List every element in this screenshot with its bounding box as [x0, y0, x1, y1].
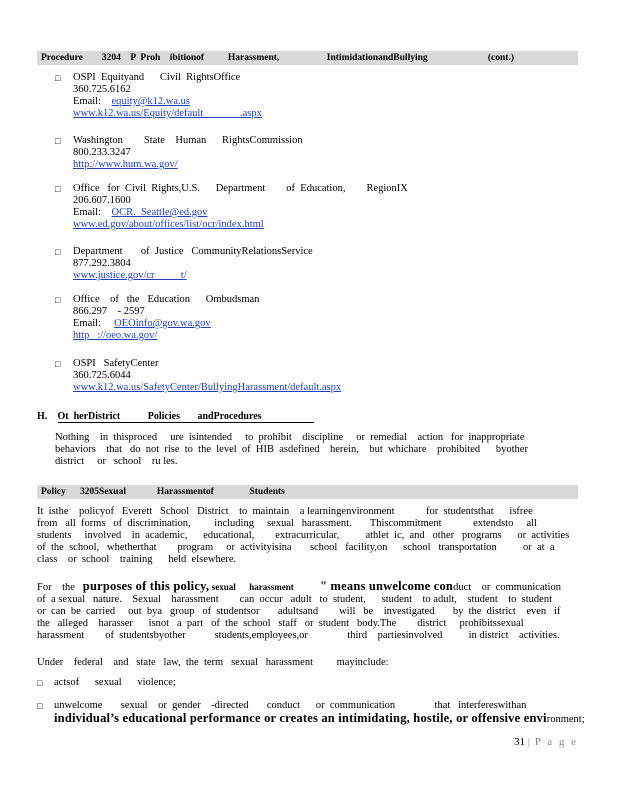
policy-paragraph-1: [37, 506, 577, 566]
contact-line: 360.725.6162: [73, 84, 131, 95]
policy-header-bar: [37, 485, 578, 499]
contact-line: 206.607.1600: [73, 195, 131, 206]
page-footer: [514, 736, 578, 748]
contact-line: OSPI Equityand Civil RightsOffice: [73, 72, 241, 83]
bullet-glyph-icon: □: [55, 73, 61, 83]
para2-seg-big2: " means unwelcome con: [320, 579, 454, 593]
bullet-glyph-icon: □: [55, 295, 61, 305]
contact-lines: [73, 183, 553, 231]
email-link[interactable]: OCR. Seattle@ed.gov: [111, 207, 208, 218]
email-link[interactable]: equity@k12.wa.us: [111, 96, 190, 107]
contact-line: OSPI SafetyCenter: [73, 358, 159, 369]
under-law-line: [37, 657, 577, 669]
harassment-bullet-continuation: [54, 712, 585, 726]
bullet-glyph-icon: □: [55, 359, 61, 369]
email-label: Email:: [73, 207, 112, 218]
section-h-line: behaviors that do not rise to the level of HIB asdefined herein, but whichare prohibited byother: [55, 444, 528, 455]
policy-para2-line: of a sexual nature. Sexual harassment can occur adult to student, student to adult, student to student: [37, 594, 552, 605]
contact-lines: [73, 246, 553, 282]
contact-line: Department of Justice CommunityRelationsService: [73, 246, 313, 257]
section-h-line: Nothing in thisproced ure isintended to prohibit discipline or remedial action for inappropriate: [55, 432, 525, 443]
page-label: P a g e: [534, 736, 578, 748]
email-label: Email:: [73, 96, 112, 107]
contact-line: [73, 96, 553, 108]
contact-link[interactable]: www.ed.gov/about/offices/list/ocr/index.html: [73, 219, 264, 230]
bullet-glyph-icon: □: [55, 184, 61, 194]
continuation-small-text: ronment;: [546, 714, 585, 725]
contact-line: Office of the Education Ombudsman: [73, 294, 260, 305]
policy-para1-line: students involved in academic, educational, extracurricular, athlet ic, and other programs or activities: [37, 530, 570, 541]
bullet-glyph-icon: □: [37, 701, 43, 711]
policy-para1-line: It isthe policyof Everett School District to maintain a learningenvironment for studentsthat isfree: [37, 506, 533, 517]
policy-para1-line: from all forms of discrimination, including sexual harassment. Thiscommitment extendsto all: [37, 518, 537, 529]
policy-para2-line: or can be carried out bya group of studentsor adultsand will be investigated by the district even if: [37, 606, 561, 617]
contact-line: 866.297 - 2597: [73, 306, 145, 317]
contact-line: Washington State Human RightsCommission: [73, 135, 303, 146]
contact-line: [73, 207, 553, 219]
contact-lines: [73, 72, 553, 120]
section-h-title: Ot herDistrict Policies andProcedures: [58, 411, 314, 423]
contact-line: 360.725.6044: [73, 370, 131, 381]
contact-link[interactable]: www.k12.wa.us/Equity/default .aspx: [73, 108, 262, 119]
bullet-text: unwelcome sexual or gender -directed conduct or communication that interfereswithan: [54, 700, 527, 711]
section-h-paragraph: [55, 432, 575, 468]
para2-seg-b: sexual harassment: [211, 582, 294, 592]
contact-link[interactable]: http ://oeo.wa.gov/: [73, 330, 158, 341]
procedure-header-cont: (cont.): [487, 53, 514, 63]
contact-lines: [73, 358, 553, 394]
policy-para1-line: of the school, whetherthat program or activityisina school facility,on school transportation or at a: [37, 542, 555, 553]
contact-line: 800.233.3247: [73, 147, 131, 158]
para2-seg-big: purposes of this policy,: [82, 579, 210, 593]
contact-line: [73, 318, 553, 330]
email-label: Email:: [73, 318, 115, 329]
policy-paragraph-2: [37, 580, 577, 642]
policy-para1-line: class or school training held elsewhere.: [37, 554, 237, 565]
para2-seg-c: duct or communication: [453, 582, 561, 593]
bullet-glyph-icon: □: [55, 136, 61, 146]
contact-link[interactable]: www.k12.wa.us/SafetyCenter/BullyingHarassment/default.aspx: [73, 382, 342, 393]
policy-para2-line: the alleged harasser isnot a part of the school staff or student body.The district prohibitssexual: [37, 618, 524, 629]
bullet-text: actsof sexual violence;: [54, 677, 176, 688]
contact-line: Office for Civil Rights,U.S. Department of Education, RegionIX: [73, 183, 408, 194]
contact-line: 877.292.3804: [73, 258, 131, 269]
procedure-header-title: Procedure 3204 P Proh ibitionof Harassment, IntimidationandBullying: [41, 53, 428, 63]
section-h-label: H.: [37, 411, 48, 422]
bullet-glyph-icon: □: [55, 247, 61, 257]
para2-seg-a: For the: [37, 582, 75, 593]
bullet-glyph-icon: □: [37, 678, 43, 688]
continuation-big-text: individual’s educational performance or creates an intimidating, hostile, or offensive envi: [54, 711, 547, 725]
contact-link[interactable]: www.justice.gov/cr t/: [73, 270, 187, 281]
section-h-line: district or school ru les.: [55, 456, 178, 467]
procedure-header-bar: [37, 51, 578, 65]
page-number: 31: [514, 736, 526, 748]
page-separator: |: [527, 736, 533, 748]
contact-link[interactable]: http://www.hum.wa.gov/: [73, 159, 178, 170]
contact-lines: [73, 294, 553, 342]
policy-para2-first-line: [37, 580, 577, 594]
policy-header-title: Policy 3205Sexual Harassmentof Students: [41, 487, 285, 497]
policy-para2-line: harassment of studentsbyother students,employees,or third partiesinvolved in district activities.: [37, 630, 560, 641]
contact-lines: [73, 135, 553, 171]
email-link[interactable]: OEOinfo@gov.wa.gov: [114, 318, 211, 329]
under-law-text: Under federal and state law, the term sexual harassment mayinclude:: [37, 657, 389, 668]
section-h-heading: [37, 411, 314, 423]
